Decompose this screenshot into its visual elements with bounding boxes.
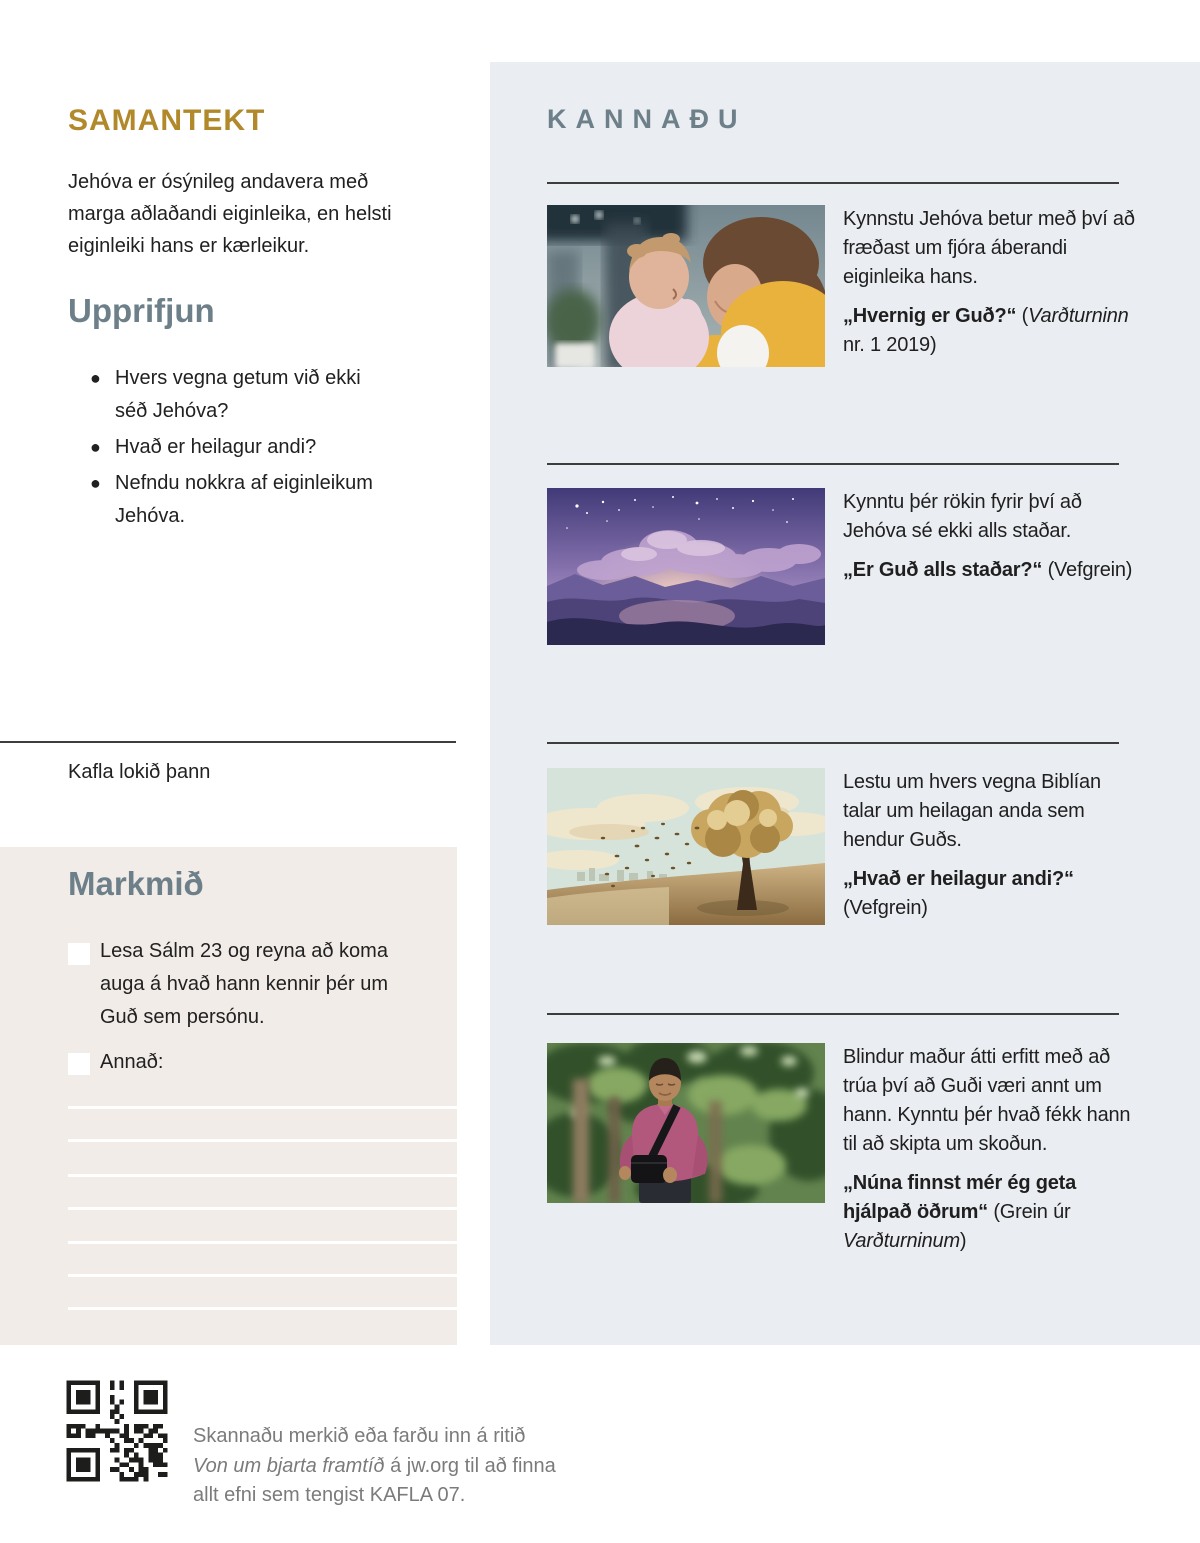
explore-item-3 [547,768,1147,933]
goal-checkbox-2[interactable] [68,1053,90,1075]
explore-heading: KANNAÐU [547,104,747,134]
divider-line [547,742,1119,744]
man-outdoors-photo[interactable] [547,1043,825,1266]
writing-line[interactable] [68,1106,457,1109]
explore-item-text [843,768,1139,933]
goal-checkbox-1[interactable] [68,943,90,965]
explore-item-text [843,488,1139,645]
writing-line[interactable] [68,1207,457,1210]
writing-line[interactable] [68,1174,457,1177]
mother-child-photo[interactable] [547,205,825,370]
writing-line[interactable] [68,1241,457,1244]
explore-item-4 [547,1043,1147,1266]
article-title-link[interactable]: „Hvernig er Guð?“ [843,305,1017,327]
article-title-link[interactable]: „Er Guð alls staðar?“ [843,559,1043,581]
windy-tree-illustration[interactable] [547,768,825,933]
explore-panel [490,62,1200,1345]
explore-item-text [843,1043,1139,1266]
bullet-icon: ● [90,368,101,388]
chapter-completed-label: Kafla lokið þann [68,761,211,783]
goals-box [0,847,457,1345]
article-title-link[interactable]: „Hvað er heilagur andi?“ [843,868,1074,890]
review-heading: Upprifjun [68,292,215,329]
night-sky-illustration[interactable] [547,488,825,645]
explore-item-source: „Hvað er heilagur andi?“ (Vefgrein) [843,868,1074,919]
review-item: ● Nefndu nokkra af eiginleikum Jehóva. [68,467,398,533]
bullet-icon: ● [90,473,101,493]
explore-item-text [843,205,1139,370]
explore-item-source: „Núna finnst mér ég geta hjálpað öðrum“ (Grein úr Varðturninum) [843,1172,1077,1252]
divider-line [0,741,456,743]
explore-item-source: „Hvernig er Guð?“ (Varðturninn nr. 1 2019) [843,305,1129,356]
explore-item-source: „Er Guð alls staðar?“ (Vefgrein) [843,559,1133,581]
goal-text-2: Annað: [100,1051,164,1073]
divider-line [547,1013,1119,1015]
summary-heading: SAMANTEKT [68,104,266,137]
review-item: ● Hvað er heilagur andi? [68,431,398,464]
writing-line[interactable] [68,1274,457,1277]
explore-item-2 [547,488,1147,645]
review-list [68,362,398,536]
explore-item-description: Kynntu þér rökin fyrir því að Jehóva sé ekki alls staðar. [843,491,1082,542]
divider-line [547,463,1119,465]
qr-code [64,1378,170,1484]
explore-item-1 [547,205,1147,370]
divider-line [547,182,1119,184]
explore-item-description: Blindur maður átti erfitt með að trúa því að Guði væri annt um hann. Kynntu þér hvað fékk hann til að skipta um skoðun. [843,1046,1131,1155]
review-item: ● Hvers vegna getum við ekki séð Jehóva? [68,362,398,428]
writing-line[interactable] [68,1139,457,1142]
summary-text: Jehóva er ósýnileg andavera með marga aðlaðandi eiginleika, en helsti eiginleiki hans er kærleikur. [68,171,392,257]
footer-caption: Skannaðu merkið eða farðu inn á ritið Von um bjarta framtíð á jw.org til að finna allt efni sem tengist KAFLA 07. [193,1425,556,1506]
writing-line[interactable] [68,1307,457,1310]
bullet-icon: ● [90,437,101,457]
explore-item-description: Kynnstu Jehóva betur með því að fræðast um fjóra áberandi eiginleika hans. [843,208,1135,288]
goals-heading: Markmið [68,865,204,902]
article-title-link[interactable]: „Núna finnst mér ég geta hjálpað öðrum“ [843,1172,1077,1223]
goal-text-1: Lesa Sálm 23 og reyna að koma auga á hvað hann kennir þér um Guð sem persónu. [100,940,388,1028]
explore-item-description: Lestu um hvers vegna Biblían talar um heilagan anda sem hendur Guðs. [843,771,1101,851]
